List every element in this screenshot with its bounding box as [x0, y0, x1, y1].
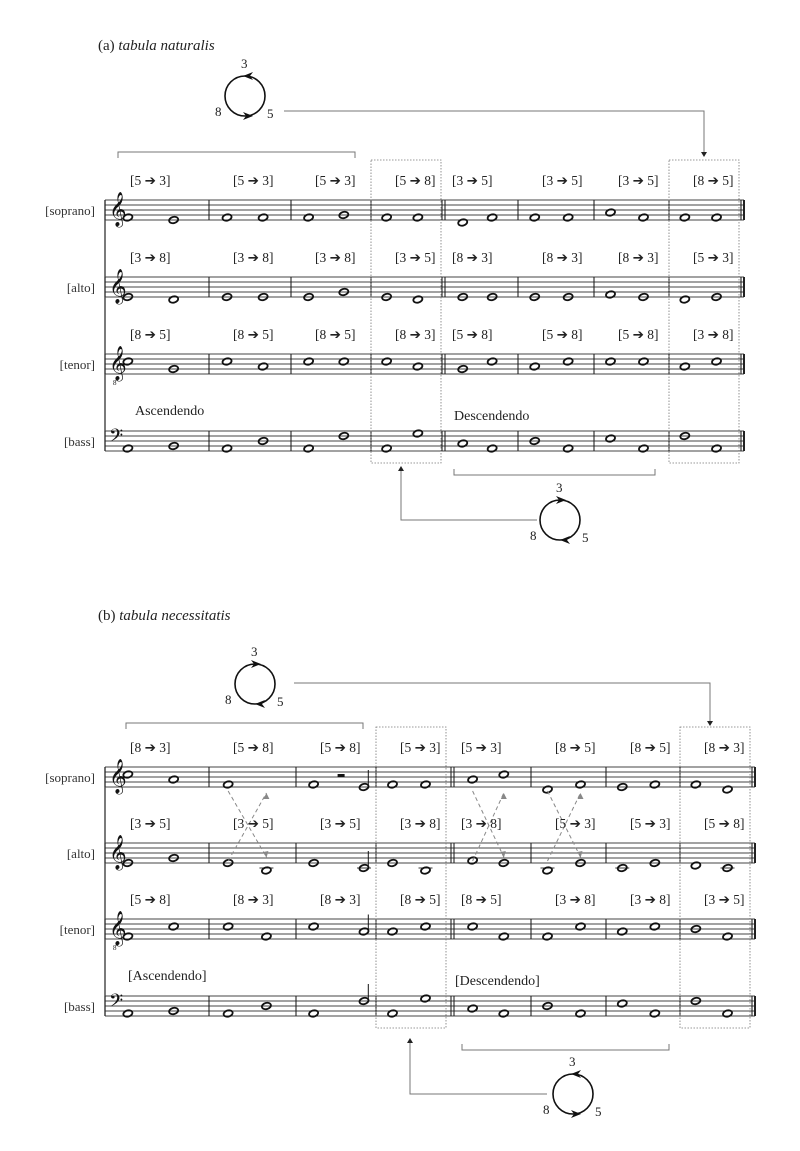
cycle-arrowhead [560, 536, 570, 544]
interval-label: [8 ➔ 3] [233, 892, 274, 907]
interval-label: [8 ➔ 5] [693, 173, 734, 188]
interval-label: [3 ➔ 8] [693, 327, 734, 342]
cycle-diagram-icon [553, 1070, 593, 1118]
voice-label-alto: [alto] [66, 280, 95, 295]
interval-label: [3 ➔ 5] [618, 173, 659, 188]
interval-label: [8 ➔ 3] [452, 250, 493, 265]
cycle-circle [225, 76, 265, 116]
interval-label: [5 ➔ 8] [618, 327, 659, 342]
caption-title: tabula naturalis [118, 38, 215, 54]
caption-prefix: (a) [98, 38, 119, 54]
interval-label: [8 ➔ 3] [320, 892, 361, 907]
interval-label: [5 ➔ 8] [320, 740, 361, 755]
interval-label: [3 ➔ 8] [630, 892, 671, 907]
arrow-up-icon [407, 1038, 413, 1043]
cycle-circle [553, 1074, 593, 1114]
staff-bass [105, 426, 744, 453]
voice-label-tenor: [tenor] [59, 357, 95, 372]
staff-alto [105, 269, 744, 305]
interval-label: [8 ➔ 3] [618, 250, 659, 265]
interval-label: [3 ➔ 8] [461, 816, 502, 831]
treble-clef-icon: 𝄞 [109, 835, 127, 870]
voice-label-bass: [bass] [63, 434, 95, 449]
interval-label: [3 ➔ 5] [395, 250, 436, 265]
arrow-down-icon [701, 152, 707, 157]
interval-label: [8 ➔ 3] [704, 740, 745, 755]
interval-label: [3 ➔ 8] [233, 250, 274, 265]
ascend-label: Ascendendo [135, 404, 205, 419]
arrowhead-icon [578, 851, 583, 858]
interval-label: [3 ➔ 8] [400, 816, 441, 831]
staff-soprano [105, 759, 755, 795]
section-caption [98, 38, 215, 55]
octave-8-mark: 8 [113, 379, 117, 387]
treble-clef-icon: 𝄞 [109, 192, 127, 227]
octave-8-mark: 8 [113, 944, 117, 952]
interval-label: [5 ➔ 3] [555, 816, 596, 831]
cycle-label-3: 3 [556, 480, 563, 495]
interval-label: [5 ➔ 3] [693, 250, 734, 265]
voice-label-bass: [bass] [63, 999, 95, 1014]
section-caption [98, 608, 231, 625]
connector-line-bottom [401, 470, 537, 520]
arrowhead-icon [578, 793, 584, 799]
cycle-circle [235, 664, 275, 704]
treble-clef-icon: 𝄞 [109, 759, 127, 794]
staff-tenor [105, 346, 744, 387]
interval-label: [8 ➔ 5] [461, 892, 502, 907]
cycle-arrowhead [255, 700, 265, 708]
interval-label: [3 ➔ 5] [542, 173, 583, 188]
interval-label: [3 ➔ 8] [130, 250, 171, 265]
interval-label: [8 ➔ 3] [542, 250, 583, 265]
bass-clef-icon: 𝄢 [109, 426, 124, 451]
interval-label: [5 ➔ 3] [400, 740, 441, 755]
treble-clef-icon: 𝄞 [109, 346, 127, 381]
interval-label: [3 ➔ 5] [704, 892, 745, 907]
interval-label: [5 ➔ 8] [542, 327, 583, 342]
bottom-group-bracket [454, 469, 655, 475]
staff-soprano [105, 192, 744, 228]
interval-label: [5 ➔ 8] [130, 892, 171, 907]
interval-label: [5 ➔ 3] [461, 740, 502, 755]
arrowhead-icon [263, 851, 268, 858]
cycle-label-5: 5 [277, 694, 284, 709]
ascend-label: [Ascendendo] [128, 969, 207, 984]
interval-label: [3 ➔ 5] [130, 816, 171, 831]
bass-clef-icon: 𝄢 [109, 991, 124, 1016]
cycle-label-8: 8 [215, 104, 222, 119]
interval-label: [8 ➔ 5] [315, 327, 356, 342]
interval-label: [8 ➔ 5] [400, 892, 441, 907]
cycle-label-5: 5 [595, 1104, 602, 1119]
cycle-diagram-icon [235, 660, 275, 708]
cycle-circle [540, 500, 580, 540]
arrow-up-icon [398, 466, 404, 471]
interval-label: [8 ➔ 3] [395, 327, 436, 342]
interval-label: [3 ➔ 5] [452, 173, 493, 188]
caption-title: tabula necessitatis [119, 608, 231, 624]
interval-label: [5 ➔ 3] [630, 816, 671, 831]
section-b [105, 660, 755, 1118]
arrowhead-icon [501, 851, 506, 858]
half-rest-icon [338, 774, 345, 777]
interval-label: [3 ➔ 8] [555, 892, 596, 907]
treble-clef-icon: 𝄞 [109, 911, 127, 946]
cycle-label-5: 5 [582, 530, 589, 545]
interval-label: [3 ➔ 5] [233, 816, 274, 831]
interval-label: [3 ➔ 5] [320, 816, 361, 831]
descend-label: [Descendendo] [455, 974, 540, 989]
cycle-label-8: 8 [543, 1102, 550, 1117]
voice-label-tenor: [tenor] [59, 922, 95, 937]
voice-label-soprano: [soprano] [45, 203, 95, 218]
cycle-diagram-icon [225, 72, 265, 120]
staff-alto [105, 835, 755, 875]
interval-label: [5 ➔ 8] [395, 173, 436, 188]
cycle-arrowhead [243, 72, 253, 80]
interval-label: [3 ➔ 8] [315, 250, 356, 265]
cycle-label-3: 3 [569, 1054, 576, 1069]
bottom-group-bracket [462, 1044, 669, 1050]
arrowhead-icon [501, 793, 507, 799]
interval-label: [5 ➔ 8] [704, 816, 745, 831]
staff-bass [105, 984, 755, 1018]
treble-clef-icon: 𝄞 [109, 269, 127, 304]
staff-tenor [105, 911, 755, 952]
interval-label: [5 ➔ 8] [452, 327, 493, 342]
interval-label: [5 ➔ 3] [233, 173, 274, 188]
interval-label: [5 ➔ 3] [130, 173, 171, 188]
descend-label: Descendendo [454, 409, 530, 424]
cycle-label-3: 3 [241, 56, 248, 71]
top-group-bracket [126, 723, 363, 729]
caption-prefix: (b) [98, 608, 120, 624]
connector-line-top [294, 683, 710, 722]
cycle-arrowhead [571, 1070, 581, 1078]
interval-label: [8 ➔ 5] [130, 327, 171, 342]
section-a [105, 72, 744, 544]
interval-label: [8 ➔ 3] [130, 740, 171, 755]
cycle-label-3: 3 [251, 644, 258, 659]
cycle-label-5: 5 [267, 106, 274, 121]
interval-label: [8 ➔ 5] [630, 740, 671, 755]
arrowhead-icon [263, 793, 269, 799]
connector-line-top [284, 111, 704, 153]
cycle-label-8: 8 [225, 692, 232, 707]
interval-label: [5 ➔ 8] [233, 740, 274, 755]
cycle-label-8: 8 [530, 528, 537, 543]
voice-label-alto: [alto] [66, 846, 95, 861]
cycle-diagram-icon [540, 496, 580, 544]
voice-label-soprano: [soprano] [45, 770, 95, 785]
interval-label: [8 ➔ 5] [555, 740, 596, 755]
arrow-down-icon [707, 721, 713, 726]
interval-label: [5 ➔ 3] [315, 173, 356, 188]
interval-label: [8 ➔ 5] [233, 327, 274, 342]
top-group-bracket [118, 152, 355, 158]
